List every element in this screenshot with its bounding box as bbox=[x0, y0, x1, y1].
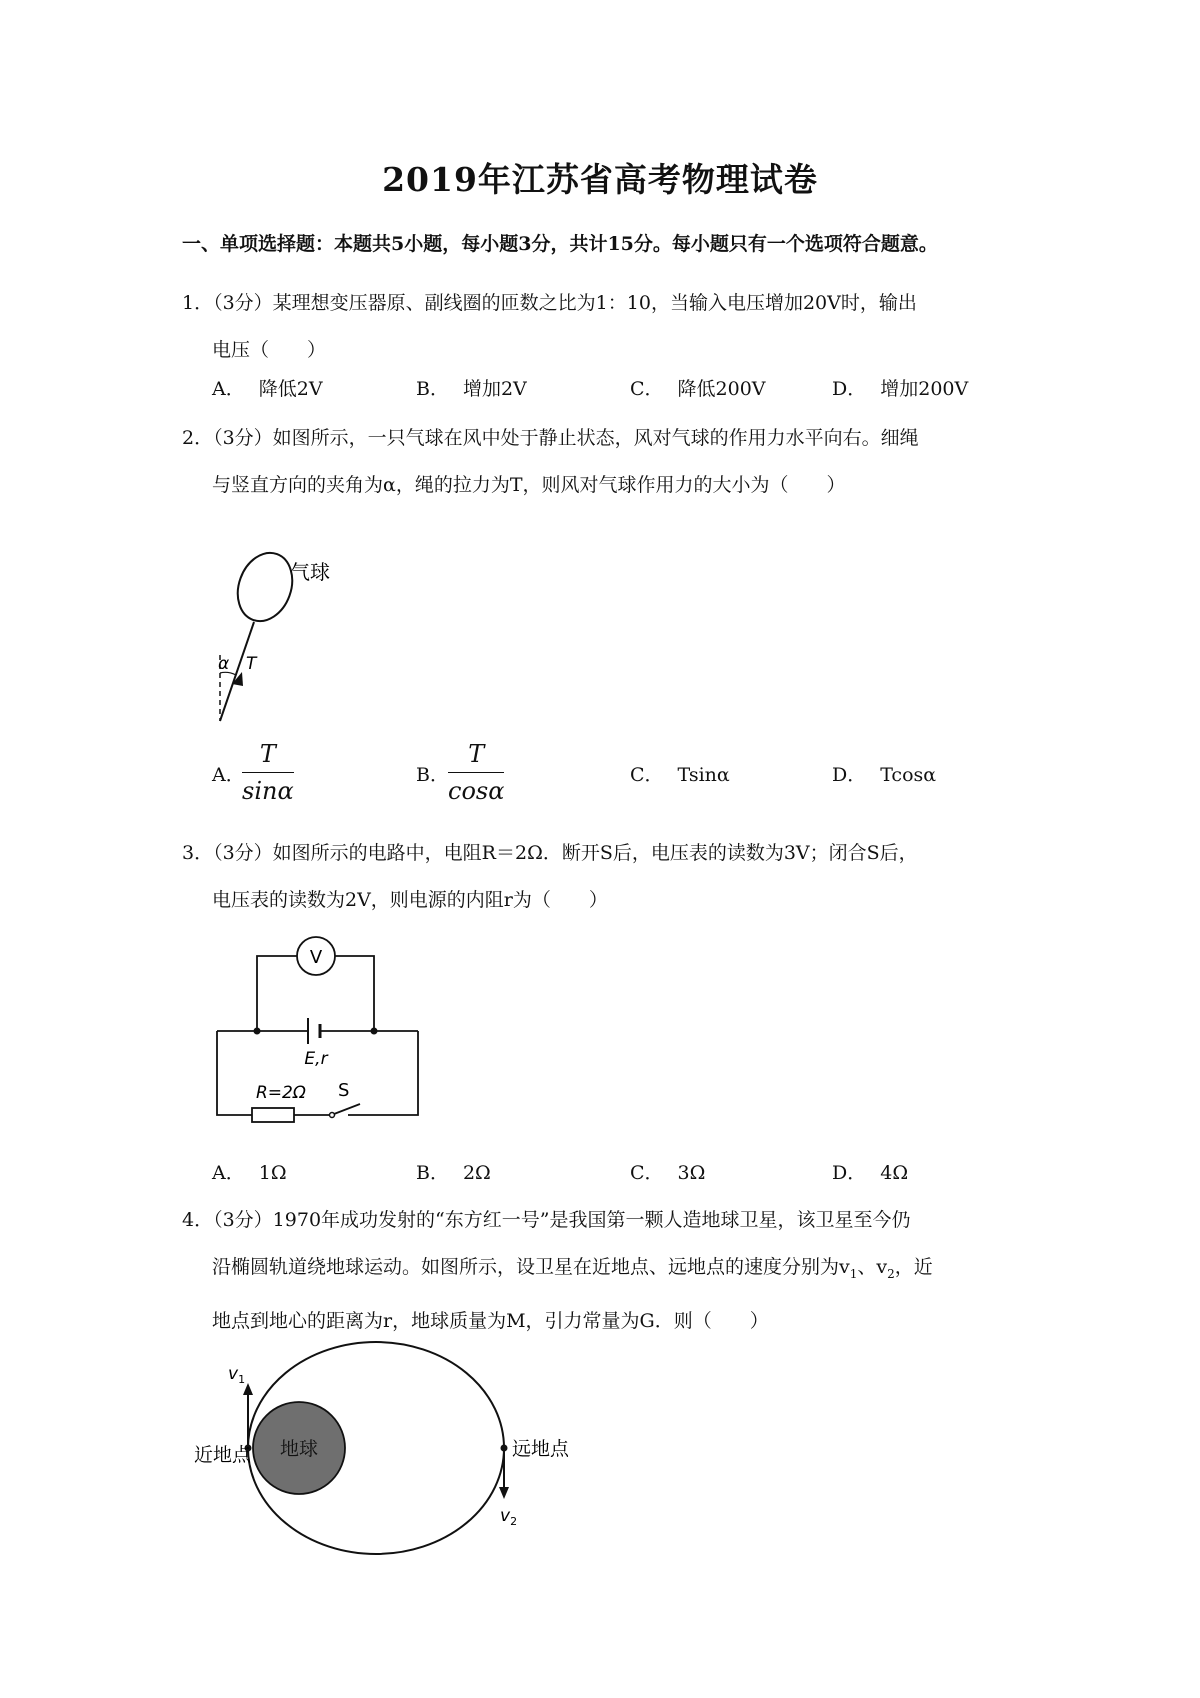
fraction-b: $\frac{T}{\cos\alpha}$ bbox=[448, 740, 505, 805]
option-d[interactable]: D． Tcosα bbox=[832, 764, 937, 786]
question-3-options bbox=[212, 1158, 972, 1198]
option-a[interactable]: A． 降低2V bbox=[212, 378, 323, 400]
circuit-figure bbox=[212, 930, 432, 1130]
option-b[interactable]: B． bbox=[416, 764, 449, 786]
question-2 bbox=[182, 415, 1042, 509]
orbit-figure bbox=[194, 1345, 630, 1565]
tension-label: T bbox=[246, 654, 257, 674]
angle-label: α bbox=[218, 654, 230, 674]
balloon-shape bbox=[229, 545, 302, 629]
question-4-line-1: 4．（3分）1970年成功发射的“东方红一号”是我国第一颗人造地球卫星，该卫星至今仍 bbox=[182, 1209, 911, 1231]
question-3 bbox=[182, 830, 1042, 924]
resistor-label: R=2Ω bbox=[256, 1083, 306, 1103]
question-4-line-3: 地点到地心的距离为r，地球质量为M，引力常量为G．则（ ） bbox=[212, 1309, 769, 1332]
earth-label: 地球 bbox=[279, 1438, 319, 1460]
page-title: 2019年江苏省高考物理试卷 bbox=[382, 160, 818, 199]
switch-icon bbox=[334, 1104, 360, 1114]
question-4-line-2: 沿椭圆轨道绕地球运动。如图所示，设卫星在近地点、远地点的速度分别为$v_1$、$v_2$，近 bbox=[212, 1256, 933, 1281]
section-heading: 一、单项选择题：本题共5小题，每小题3分，共计15分。每小题只有一个选项符合题意。 bbox=[182, 233, 938, 255]
question-2-line-1: 2．（3分）如图所示，一只气球在风中处于静止状态，风对气球的作用力水平向右。细绳 bbox=[182, 427, 919, 449]
option-d[interactable]: D． 增加200V bbox=[832, 378, 969, 400]
source-label: E,r bbox=[304, 1049, 328, 1069]
voltmeter-label: V bbox=[309, 947, 323, 968]
v2-arrow-icon bbox=[499, 1487, 509, 1499]
question-2-options bbox=[212, 748, 972, 788]
option-a[interactable]: A． bbox=[212, 764, 245, 786]
resistor-icon bbox=[252, 1108, 294, 1122]
question-1 bbox=[182, 280, 1042, 374]
v1-label: $v_1$ bbox=[228, 1364, 246, 1386]
question-1-options bbox=[212, 374, 972, 414]
question-4 bbox=[182, 1197, 1042, 1345]
apogee-label: 远地点 bbox=[512, 1438, 570, 1460]
question-3-line-1: 3．（3分）如图所示的电路中，电阻R＝2Ω．断开S后，电压表的读数为3V；闭合S后， bbox=[182, 842, 918, 864]
switch-label: S bbox=[338, 1080, 350, 1101]
perigee-label: 近地点 bbox=[194, 1444, 252, 1466]
question-3-line-2: 电压表的读数为2V，则电源的内阻r为（ ） bbox=[212, 889, 608, 911]
balloon-label: 气球 bbox=[290, 560, 330, 584]
option-c[interactable]: C． Tsinα bbox=[630, 764, 730, 786]
option-b[interactable]: B． 2Ω bbox=[416, 1162, 491, 1184]
fraction-a: $\frac{T}{\sin\alpha}$ bbox=[242, 740, 294, 805]
option-a[interactable]: A． 1Ω bbox=[212, 1162, 287, 1184]
option-c[interactable]: C． 降低200V bbox=[630, 378, 766, 400]
question-2-line-2: 与竖直方向的夹角为α，绳的拉力为T，则风对气球作用力的大小为（ ） bbox=[212, 474, 846, 496]
question-1-line-2: 电压（ ） bbox=[212, 339, 327, 361]
balloon-figure bbox=[210, 545, 410, 735]
question-1-line-1: 1．（3分）某理想变压器原、副线圈的匝数之比为1：10，当输入电压增加20V时，输出 bbox=[182, 292, 917, 314]
option-d[interactable]: D． 4Ω bbox=[832, 1162, 909, 1184]
option-b[interactable]: B． 增加2V bbox=[416, 378, 527, 400]
option-c[interactable]: C． 3Ω bbox=[630, 1162, 706, 1184]
v2-label: $v_2$ bbox=[500, 1506, 518, 1528]
